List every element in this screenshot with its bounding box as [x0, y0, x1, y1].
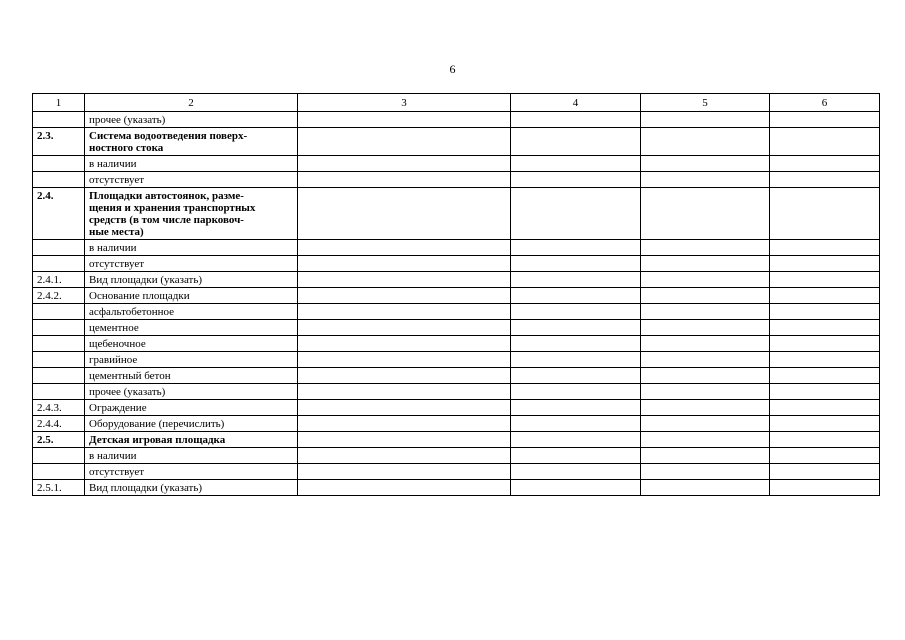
empty-cell-col-4[interactable]: [511, 432, 641, 448]
empty-cell-col-6[interactable]: [770, 320, 880, 336]
table-row: [33, 172, 880, 188]
empty-cell-col-5[interactable]: [641, 188, 770, 240]
empty-cell-col-6[interactable]: [770, 188, 880, 240]
empty-cell-col-4[interactable]: [511, 416, 641, 432]
empty-cell-col-5[interactable]: [641, 240, 770, 256]
empty-cell-col-6[interactable]: [770, 272, 880, 288]
empty-cell-col-3[interactable]: [298, 256, 511, 272]
empty-cell-col-5[interactable]: [641, 368, 770, 384]
row-label-cell: Основание площадки: [85, 288, 298, 304]
row-number-cell: 2.4.1.: [33, 272, 85, 288]
empty-cell-col-5[interactable]: [641, 432, 770, 448]
row-label-cell: Детская игровая площадка: [85, 432, 298, 448]
empty-cell-col-3[interactable]: [298, 448, 511, 464]
row-label-cell: цементное: [85, 320, 298, 336]
empty-cell-col-6[interactable]: [770, 156, 880, 172]
table-row: [33, 432, 880, 448]
row-number-cell: [33, 448, 85, 464]
empty-cell-col-6[interactable]: [770, 336, 880, 352]
empty-cell-col-3[interactable]: [298, 336, 511, 352]
table-body: [33, 94, 880, 496]
table-row: [33, 400, 880, 416]
row-number-cell: 2.4.: [33, 188, 85, 240]
empty-cell-col-5[interactable]: [641, 448, 770, 464]
table-row: [33, 368, 880, 384]
empty-cell-col-3[interactable]: [298, 352, 511, 368]
row-label-cell: отсутствует: [85, 256, 298, 272]
empty-cell-col-4[interactable]: [511, 480, 641, 496]
empty-cell-col-4[interactable]: [511, 172, 641, 188]
empty-cell-col-5[interactable]: [641, 384, 770, 400]
table-row: [33, 240, 880, 256]
empty-cell-col-3[interactable]: [298, 416, 511, 432]
empty-cell-col-3[interactable]: [298, 156, 511, 172]
table-row: [33, 352, 880, 368]
row-number-cell: [33, 112, 85, 128]
page-number: 6: [449, 62, 456, 76]
table-row: [33, 128, 880, 156]
empty-cell-col-5[interactable]: [641, 272, 770, 288]
column-header-6: 6: [770, 94, 880, 112]
empty-cell-col-4[interactable]: [511, 464, 641, 480]
row-number-cell: 2.5.1.: [33, 480, 85, 496]
row-number-cell: 2.5.: [33, 432, 85, 448]
empty-cell-col-6[interactable]: [770, 304, 880, 320]
empty-cell-col-4[interactable]: [511, 112, 641, 128]
table-row: [33, 188, 880, 240]
empty-cell-col-5[interactable]: [641, 336, 770, 352]
row-label-cell: Оборудование (перечислить): [85, 416, 298, 432]
empty-cell-col-6[interactable]: [770, 448, 880, 464]
row-label-cell: цементный бетон: [85, 368, 298, 384]
table-row: [33, 336, 880, 352]
table-row: [33, 256, 880, 272]
empty-cell-col-6[interactable]: [770, 368, 880, 384]
empty-cell-col-5[interactable]: [641, 416, 770, 432]
row-label-cell: в наличии: [85, 156, 298, 172]
empty-cell-col-6[interactable]: [770, 128, 880, 156]
empty-cell-col-3[interactable]: [298, 128, 511, 156]
row-label-cell: Система водоотведения поверх- ностного стока: [85, 128, 298, 156]
empty-cell-col-3[interactable]: [298, 464, 511, 480]
column-header-1: 1: [33, 94, 85, 112]
table-row: [33, 384, 880, 400]
empty-cell-col-3[interactable]: [298, 384, 511, 400]
empty-cell-col-4[interactable]: [511, 336, 641, 352]
table-row: [33, 304, 880, 320]
row-number-cell: [33, 384, 85, 400]
table-row: [33, 320, 880, 336]
table-row: [33, 272, 880, 288]
empty-cell-col-5[interactable]: [641, 288, 770, 304]
empty-cell-col-4[interactable]: [511, 272, 641, 288]
table-row: [33, 112, 880, 128]
empty-cell-col-4[interactable]: [511, 368, 641, 384]
empty-cell-col-6[interactable]: [770, 480, 880, 496]
empty-cell-col-3[interactable]: [298, 272, 511, 288]
empty-cell-col-4[interactable]: [511, 304, 641, 320]
empty-cell-col-3[interactable]: [298, 368, 511, 384]
row-label-cell: асфальтобетонное: [85, 304, 298, 320]
empty-cell-col-3[interactable]: [298, 304, 511, 320]
empty-cell-col-4[interactable]: [511, 288, 641, 304]
empty-cell-col-4[interactable]: [511, 448, 641, 464]
empty-cell-col-4[interactable]: [511, 188, 641, 240]
empty-cell-col-6[interactable]: [770, 384, 880, 400]
empty-cell-col-6[interactable]: [770, 432, 880, 448]
row-label-cell: Ограждение: [85, 400, 298, 416]
row-label-cell: Вид площадки (указать): [85, 480, 298, 496]
table-row: [33, 480, 880, 496]
empty-cell-col-3[interactable]: [298, 480, 511, 496]
empty-cell-col-5[interactable]: [641, 352, 770, 368]
row-number-cell: [33, 304, 85, 320]
empty-cell-col-6[interactable]: [770, 112, 880, 128]
empty-cell-col-4[interactable]: [511, 384, 641, 400]
empty-cell-col-5[interactable]: [641, 172, 770, 188]
row-label-cell: Вид площадки (указать): [85, 272, 298, 288]
empty-cell-col-6[interactable]: [770, 400, 880, 416]
row-label-cell: прочее (указать): [85, 112, 298, 128]
row-number-cell: [33, 172, 85, 188]
column-header-4: 4: [511, 94, 641, 112]
empty-cell-col-6[interactable]: [770, 172, 880, 188]
row-label-cell: отсутствует: [85, 464, 298, 480]
row-label-cell: в наличии: [85, 240, 298, 256]
form-table: [32, 93, 880, 496]
empty-cell-col-3[interactable]: [298, 320, 511, 336]
row-number-cell: [33, 336, 85, 352]
table-row: [33, 156, 880, 172]
empty-cell-col-3[interactable]: [298, 432, 511, 448]
table-header-row: [33, 94, 880, 112]
empty-cell-col-3[interactable]: [298, 172, 511, 188]
empty-cell-col-3[interactable]: [298, 240, 511, 256]
empty-cell-col-5[interactable]: [641, 112, 770, 128]
row-label-cell: в наличии: [85, 448, 298, 464]
empty-cell-col-6[interactable]: [770, 352, 880, 368]
empty-cell-col-4[interactable]: [511, 320, 641, 336]
empty-cell-col-5[interactable]: [641, 464, 770, 480]
row-number-cell: [33, 156, 85, 172]
row-label-cell: Площадки автостоянок, разме- щения и хранения транспортных средств (в том числе парковоч- ные места): [85, 188, 298, 240]
empty-cell-col-3[interactable]: [298, 112, 511, 128]
empty-cell-col-6[interactable]: [770, 464, 880, 480]
empty-cell-col-5[interactable]: [641, 256, 770, 272]
column-header-3: 3: [298, 94, 511, 112]
table-row: [33, 416, 880, 432]
row-label-cell: щебеночное: [85, 336, 298, 352]
empty-cell-col-4[interactable]: [511, 128, 641, 156]
row-number-cell: [33, 352, 85, 368]
empty-cell-col-3[interactable]: [298, 400, 511, 416]
empty-cell-col-6[interactable]: [770, 288, 880, 304]
row-number-cell: [33, 320, 85, 336]
empty-cell-col-5[interactable]: [641, 128, 770, 156]
row-number-cell: 2.4.2.: [33, 288, 85, 304]
table-row: [33, 288, 880, 304]
row-number-cell: [33, 256, 85, 272]
empty-cell-col-5[interactable]: [641, 156, 770, 172]
row-number-cell: 2.4.3.: [33, 400, 85, 416]
empty-cell-col-4[interactable]: [511, 156, 641, 172]
row-number-cell: [33, 368, 85, 384]
row-number-cell: 2.3.: [33, 128, 85, 156]
table-row: [33, 448, 880, 464]
row-number-cell: 2.4.4.: [33, 416, 85, 432]
row-number-cell: [33, 464, 85, 480]
empty-cell-col-3[interactable]: [298, 288, 511, 304]
empty-cell-col-6[interactable]: [770, 256, 880, 272]
empty-cell-col-5[interactable]: [641, 400, 770, 416]
empty-cell-col-6[interactable]: [770, 240, 880, 256]
row-label-cell: гравийное: [85, 352, 298, 368]
row-label-cell: прочее (указать): [85, 384, 298, 400]
empty-cell-col-5[interactable]: [641, 480, 770, 496]
column-header-2: 2: [85, 94, 298, 112]
empty-cell-col-5[interactable]: [641, 320, 770, 336]
empty-cell-col-5[interactable]: [641, 304, 770, 320]
empty-cell-col-4[interactable]: [511, 352, 641, 368]
column-header-5: 5: [641, 94, 770, 112]
empty-cell-col-6[interactable]: [770, 416, 880, 432]
empty-cell-col-4[interactable]: [511, 400, 641, 416]
empty-cell-col-3[interactable]: [298, 188, 511, 240]
empty-cell-col-4[interactable]: [511, 256, 641, 272]
row-label-cell: отсутствует: [85, 172, 298, 188]
empty-cell-col-4[interactable]: [511, 240, 641, 256]
table-row: [33, 464, 880, 480]
row-number-cell: [33, 240, 85, 256]
